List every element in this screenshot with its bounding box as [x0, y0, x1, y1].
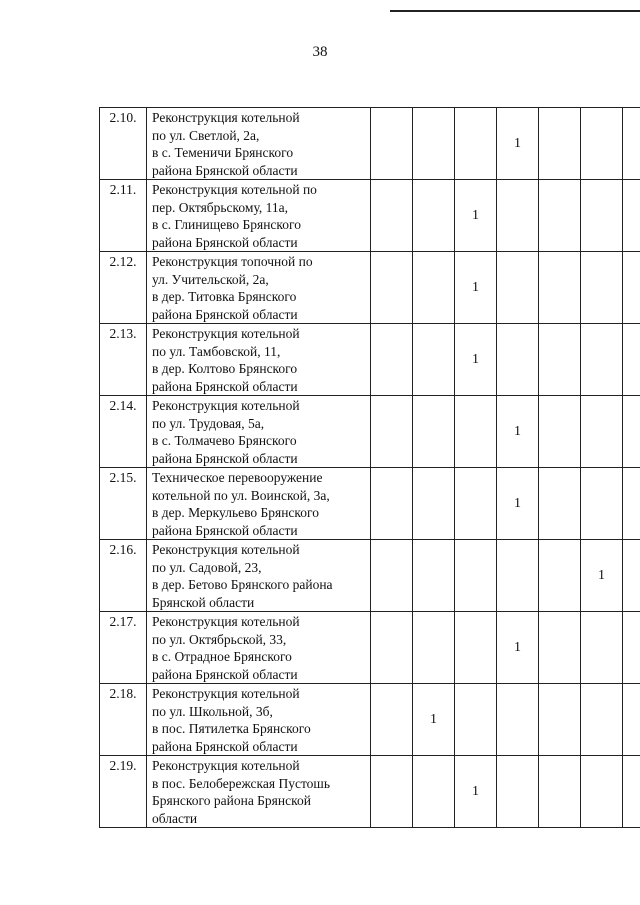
project-description [147, 684, 371, 756]
description-line: Реконструкция котельной [152, 758, 300, 773]
year-mark-cell [371, 108, 413, 180]
description-line: котельной по ул. Воинской, 3а, [152, 487, 330, 503]
year-mark-cell [371, 540, 413, 612]
row-number: 2.17. [100, 612, 147, 684]
year-mark-cell [497, 180, 539, 252]
year-mark-cell [371, 396, 413, 468]
description-line: района Брянской области [152, 378, 298, 394]
description-line: по ул. Трудовая, 5а, [152, 415, 265, 431]
description-line: района Брянской области [152, 738, 298, 754]
description-line: района Брянской области [152, 450, 298, 466]
row-number: 2.18. [100, 684, 147, 756]
page-number: 38 [312, 44, 328, 60]
year-mark-cell: 1 [455, 252, 497, 324]
row-number: 2.13. [100, 324, 147, 396]
year-mark-cell [581, 252, 623, 324]
year-mark-cell [413, 396, 455, 468]
year-mark-cell [413, 252, 455, 324]
year-mark-cell [497, 252, 539, 324]
table-row [100, 180, 640, 252]
year-mark-cell [413, 468, 455, 540]
year-mark-cell [539, 108, 581, 180]
year-mark-cell [623, 324, 640, 396]
description-line: Техническое перевооружение [152, 470, 323, 485]
description-line: Реконструкция котельной по [152, 182, 317, 197]
year-mark-cell [371, 468, 413, 540]
year-mark-cell [581, 396, 623, 468]
description-line: района Брянской области [152, 522, 298, 538]
row-number: 2.19. [100, 756, 147, 828]
year-mark-cell [455, 108, 497, 180]
year-mark-cell [455, 540, 497, 612]
description-line: Брянской области [152, 594, 255, 610]
table-row [100, 684, 640, 756]
project-description [147, 396, 371, 468]
table-row [100, 756, 640, 828]
description-line: района Брянской области [152, 234, 298, 250]
year-mark-cell [623, 540, 640, 612]
description-line: в с. Отрадное Брянского [152, 649, 292, 664]
year-mark-cell [413, 756, 455, 828]
description-line: Реконструкция топочной по [152, 254, 313, 269]
year-mark-cell: 1 [497, 468, 539, 540]
project-description [147, 540, 371, 612]
description-line: в дер. Колтово Брянского [152, 361, 298, 376]
description-line: в пос. Пятилетка Брянского [152, 721, 311, 736]
description-line: в дер. Бетово Брянского района [152, 577, 333, 592]
description-line: в дер. Меркульево Брянского [152, 505, 319, 520]
description-line: Брянского района Брянской [152, 793, 311, 808]
table-row [100, 252, 640, 324]
project-description [147, 468, 371, 540]
year-mark-cell [539, 180, 581, 252]
year-mark-cell: 1 [455, 756, 497, 828]
description-line: в с. Толмачево Брянского [152, 433, 297, 448]
year-mark-cell [623, 684, 640, 756]
year-mark-cell [581, 756, 623, 828]
description-line: в с. Теменичи Брянского [152, 145, 294, 160]
year-mark-cell [623, 180, 640, 252]
year-mark-cell: 1 [455, 324, 497, 396]
year-mark-cell [371, 324, 413, 396]
description-line: района Брянской области [152, 666, 298, 682]
year-mark-cell [623, 108, 640, 180]
description-line: пер. Октябрьскому, 11а, [152, 199, 288, 215]
year-mark-cell [539, 540, 581, 612]
top-rule [390, 10, 640, 12]
year-mark-cell [497, 324, 539, 396]
year-mark-cell [581, 684, 623, 756]
year-mark-cell [539, 612, 581, 684]
description-line: Реконструкция котельной [152, 614, 300, 629]
project-description [147, 612, 371, 684]
year-mark-cell [455, 396, 497, 468]
description-line: в с. Глинищево Брянского [152, 217, 301, 232]
year-mark-cell [623, 612, 640, 684]
project-description [147, 252, 371, 324]
year-mark-cell: 1 [497, 108, 539, 180]
table-row [100, 468, 640, 540]
year-mark-cell [413, 540, 455, 612]
year-mark-cell [497, 756, 539, 828]
year-mark-cell [539, 468, 581, 540]
year-mark-cell [371, 756, 413, 828]
description-line: по ул. Светлой, 2а, [152, 127, 260, 143]
year-mark-cell [497, 684, 539, 756]
table-row [100, 324, 640, 396]
description-line: области [152, 810, 198, 826]
year-mark-cell: 1 [413, 684, 455, 756]
year-mark-cell [623, 252, 640, 324]
year-mark-cell [539, 252, 581, 324]
year-mark-cell [623, 468, 640, 540]
row-number: 2.12. [100, 252, 147, 324]
year-mark-cell: 1 [497, 396, 539, 468]
year-mark-cell [413, 108, 455, 180]
year-mark-cell [581, 108, 623, 180]
row-number: 2.10. [100, 108, 147, 180]
description-line: Реконструкция котельной [152, 542, 300, 557]
description-line: в дер. Титовка Брянского [152, 289, 297, 304]
year-mark-cell [413, 612, 455, 684]
description-line: по ул. Школьной, 3б, [152, 703, 273, 719]
row-number: 2.11. [100, 180, 147, 252]
project-description [147, 756, 371, 828]
year-mark-cell [539, 756, 581, 828]
year-mark-cell [371, 612, 413, 684]
year-mark-cell: 1 [497, 612, 539, 684]
year-mark-cell [539, 684, 581, 756]
description-line: Реконструкция котельной [152, 110, 300, 125]
table-row [100, 540, 640, 612]
year-mark-cell: 1 [581, 540, 623, 612]
row-number: 2.14. [100, 396, 147, 468]
year-mark-cell [623, 756, 640, 828]
project-description [147, 180, 371, 252]
description-line: в пос. Белобережская Пустошь [152, 775, 330, 791]
table-row [100, 396, 640, 468]
project-description [147, 108, 371, 180]
description-line: Реконструкция котельной [152, 326, 300, 341]
description-line: ул. Учительской, 2а, [152, 271, 269, 287]
description-line: по ул. Садовой, 23, [152, 559, 262, 575]
year-mark-cell [581, 324, 623, 396]
year-mark-cell [455, 612, 497, 684]
year-mark-cell [413, 180, 455, 252]
year-mark-cell [623, 396, 640, 468]
projects-table [99, 107, 640, 828]
year-mark-cell [539, 324, 581, 396]
year-mark-cell [371, 252, 413, 324]
year-mark-cell [371, 180, 413, 252]
year-mark-cell [581, 468, 623, 540]
year-mark-cell [539, 396, 581, 468]
year-mark-cell [581, 612, 623, 684]
description-line: района Брянской области [152, 306, 298, 322]
year-mark-cell [581, 180, 623, 252]
row-number: 2.16. [100, 540, 147, 612]
row-number: 2.15. [100, 468, 147, 540]
description-line: по ул. Октябрьской, 33, [152, 631, 287, 647]
table-row [100, 108, 640, 180]
description-line: по ул. Тамбовской, 11, [152, 343, 281, 359]
description-line: района Брянской области [152, 162, 298, 178]
year-mark-cell: 1 [455, 180, 497, 252]
description-line: Реконструкция котельной [152, 686, 300, 701]
table-row [100, 612, 640, 684]
description-line: Реконструкция котельной [152, 398, 300, 413]
year-mark-cell [455, 468, 497, 540]
year-mark-cell [497, 540, 539, 612]
year-mark-cell [413, 324, 455, 396]
year-mark-cell [455, 684, 497, 756]
project-description [147, 324, 371, 396]
year-mark-cell [371, 684, 413, 756]
